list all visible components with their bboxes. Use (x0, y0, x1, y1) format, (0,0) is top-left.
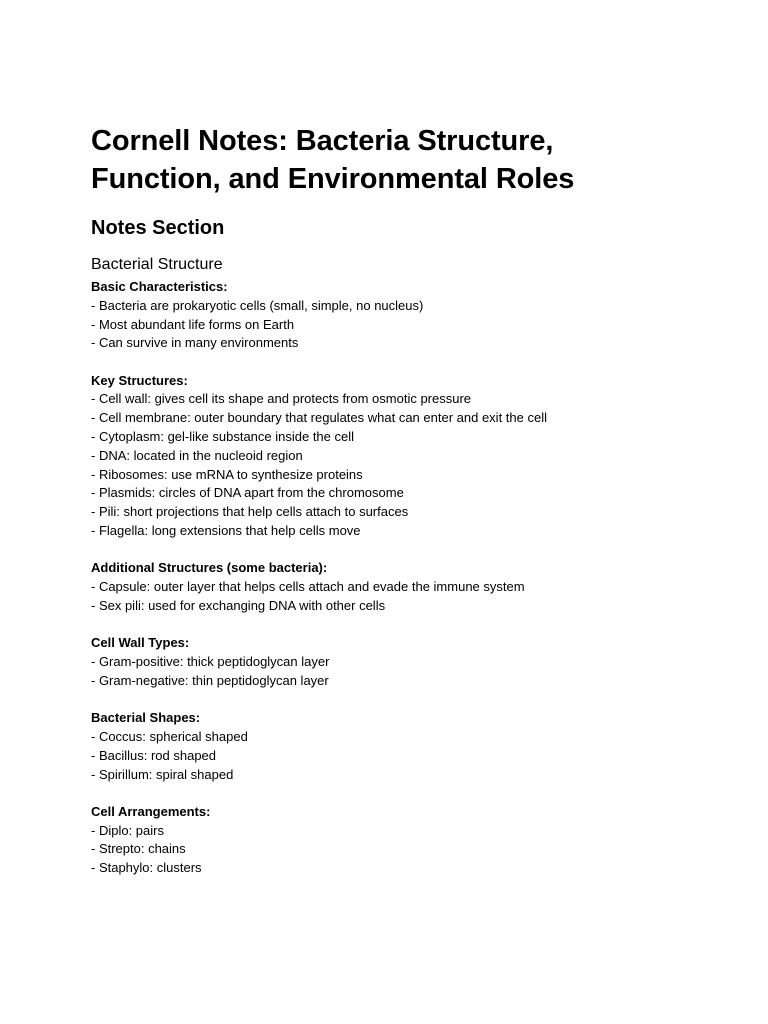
note-line: - Plasmids: circles of DNA apart from the chromosome (91, 485, 404, 501)
block-heading: Basic Characteristics: (91, 279, 228, 294)
note-line: - Sex pili: used for exchanging DNA with other cells (91, 597, 386, 613)
notes-block-key-structures (91, 372, 711, 541)
notes-block-additional-structures (91, 559, 711, 615)
note-line: - Bacillus: rod shaped (91, 747, 217, 763)
note-line: - Diplo: pairs (91, 822, 164, 838)
section-title: Notes Section (91, 217, 225, 239)
document-title-line-2: Function, and Environmental Roles (91, 163, 575, 195)
note-line: - Spirillum: spiral shaped (91, 766, 234, 782)
note-line: - Coccus: spherical shaped (91, 728, 248, 744)
block-heading: Additional Structures (some bacteria): (91, 560, 328, 576)
subsection-title: Bacterial Structure (91, 256, 223, 273)
notes-block-basic-characteristics (91, 278, 711, 353)
note-line: - Gram-positive: thick peptidoglycan layer (91, 654, 330, 670)
document-page (91, 122, 711, 897)
document-title (91, 122, 711, 198)
block-heading: Cell Arrangements: (91, 803, 211, 819)
note-line: - Flagella: long extensions that help cells move (91, 523, 361, 539)
note-line: - Ribosomes: use mRNA to synthesize proteins (91, 466, 363, 482)
document-title-line-1: Cornell Notes: Bacteria Structure, (91, 125, 554, 157)
note-line: - Most abundant life forms on Earth (91, 316, 295, 332)
notes-block-cell-wall-types (91, 634, 711, 690)
block-heading: Cell Wall Types: (91, 635, 190, 651)
note-line: - Can survive in many environments (91, 335, 299, 351)
note-line: - Cell membrane: outer boundary that regulates what can enter and exit the cell (91, 410, 547, 426)
note-line: - Bacteria are prokaryotic cells (small, simple, no nucleus) (91, 297, 424, 313)
note-line: - DNA: located in the nucleoid region (91, 447, 303, 463)
block-heading: Key Structures: (91, 372, 188, 388)
note-line: - Staphylo: clusters (91, 860, 202, 876)
notes-block-bacterial-shapes (91, 709, 711, 784)
block-heading: Bacterial Shapes: (91, 710, 201, 726)
notes-block-cell-arrangements (91, 803, 711, 878)
note-line: - Cell wall: gives cell its shape and protects from osmotic pressure (91, 391, 472, 407)
note-line: - Capsule: outer layer that helps cells attach and evade the immune system (91, 579, 525, 595)
note-line: - Pili: short projections that help cells attach to surfaces (91, 504, 409, 520)
note-line: - Strepto: chains (91, 841, 186, 857)
note-line: - Cytoplasm: gel-like substance inside the cell (91, 429, 355, 445)
note-line: - Gram-negative: thin peptidoglycan layer (91, 672, 329, 688)
